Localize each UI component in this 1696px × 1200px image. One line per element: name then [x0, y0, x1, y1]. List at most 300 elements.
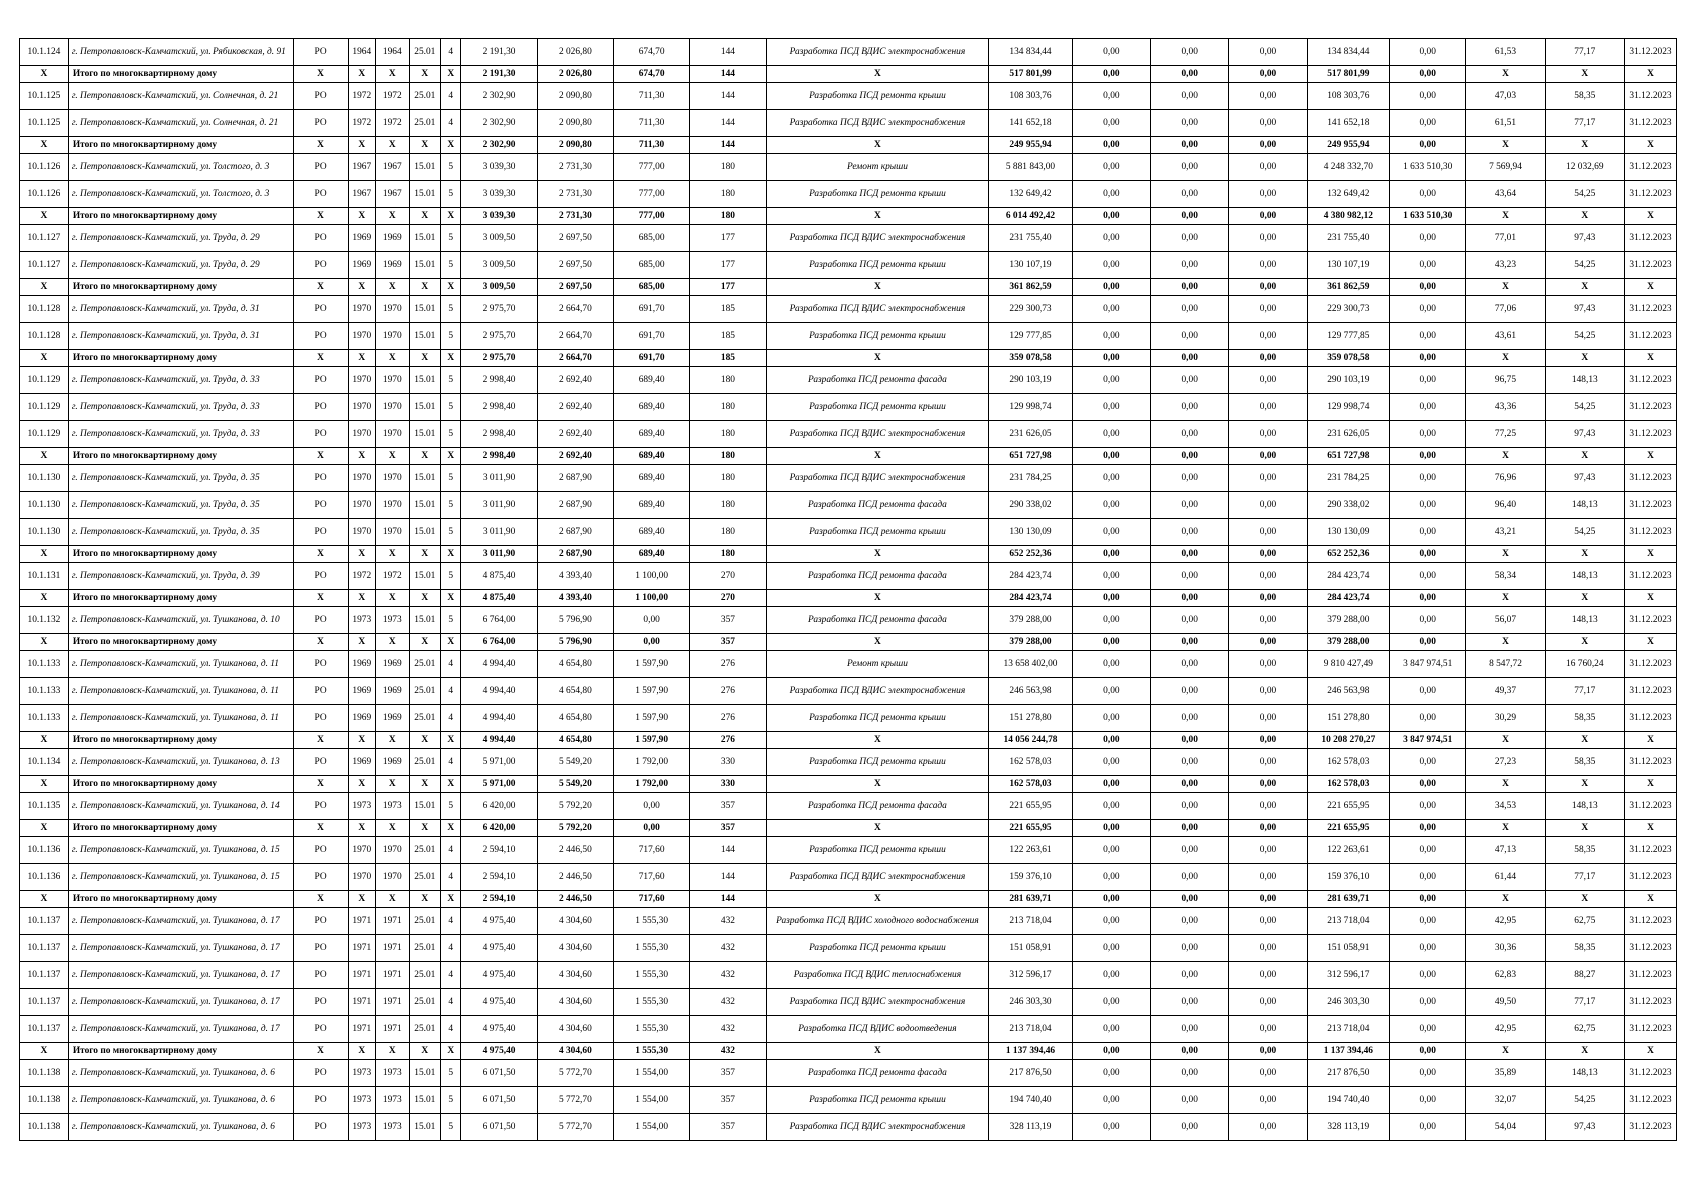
regional-funds: 0,00: [1151, 607, 1229, 634]
total-row: [20, 279, 1677, 296]
max-cost-per-sqm: 58,35: [1545, 935, 1624, 962]
floors: 4: [441, 1016, 461, 1043]
year-commissioned: 1970: [375, 519, 409, 546]
owners-funds: 141 652,18: [1307, 110, 1389, 137]
residential-area: 2 026,80: [537, 39, 613, 66]
federal-funds: 0,00: [1072, 590, 1150, 607]
year-built: 1969: [348, 651, 375, 678]
total-cost: 229 300,73: [989, 296, 1072, 323]
total-cost: 379 288,00: [989, 634, 1072, 651]
total-cost: 159 376,10: [989, 864, 1072, 891]
year-commissioned: 1970: [375, 394, 409, 421]
wall-material: 25.01: [409, 935, 441, 962]
wall-material: 15.01: [409, 323, 441, 350]
residential-area: 5 792,20: [537, 820, 613, 837]
total-area: 3 011,90: [461, 465, 537, 492]
floors: 4: [441, 935, 461, 962]
total-label: Итого по многоквартирному дому: [68, 820, 293, 837]
organization: РО: [293, 323, 348, 350]
nonresidential-area: 1 597,90: [613, 678, 689, 705]
owners-funds: 9 810 427,49: [1307, 651, 1389, 678]
residential-area: 2 090,80: [537, 137, 613, 154]
row-number: 10.1.130: [20, 519, 69, 546]
organization: РО: [293, 1060, 348, 1087]
total-cost: 134 834,44: [989, 39, 1072, 66]
cost-per-sqm: 30,36: [1466, 935, 1545, 962]
owners-funds: 379 288,00: [1307, 634, 1389, 651]
year-commissioned: X: [375, 350, 409, 367]
year-built: X: [348, 1043, 375, 1060]
year-built: 1973: [348, 1114, 375, 1141]
year-commissioned: X: [375, 891, 409, 908]
regional-funds: 0,00: [1151, 252, 1229, 279]
wall-material: 25.01: [409, 39, 441, 66]
owners-funds: 162 578,03: [1307, 749, 1389, 776]
floors: X: [441, 137, 461, 154]
work-type: Разработка ПСД ВДИС электроснабжения: [766, 465, 989, 492]
year-built: 1970: [348, 394, 375, 421]
address: г. Петропавловск-Камчатский, ул. Тушканова, д. 6: [68, 1114, 293, 1141]
owners-funds: 361 862,59: [1307, 279, 1389, 296]
total-cost: 249 955,94: [989, 137, 1072, 154]
table-row: [20, 563, 1677, 590]
total-cost: 151 058,91: [989, 935, 1072, 962]
work-type: Разработка ПСД ВДИС электроснабжения: [766, 989, 989, 1016]
nonresidential-area: 1 597,90: [613, 705, 689, 732]
year-commissioned: 1970: [375, 837, 409, 864]
table-row: [20, 154, 1677, 181]
max-cost-per-sqm: X: [1545, 350, 1624, 367]
total-label: Итого по многоквартирному дому: [68, 208, 293, 225]
municipal-funds: 0,00: [1229, 110, 1307, 137]
residential-area: 2 687,90: [537, 546, 613, 563]
total-cost: 162 578,03: [989, 749, 1072, 776]
nonresidential-area: 1 100,00: [613, 563, 689, 590]
regional-funds: 0,00: [1151, 83, 1229, 110]
municipal-funds: 0,00: [1229, 891, 1307, 908]
residential-area: 4 304,60: [537, 1043, 613, 1060]
total-cost: 221 655,95: [989, 820, 1072, 837]
residential-area: 2 697,50: [537, 252, 613, 279]
floors: X: [441, 1043, 461, 1060]
floors: 5: [441, 296, 461, 323]
regional-funds: 0,00: [1151, 110, 1229, 137]
nonresidential-area: 691,70: [613, 296, 689, 323]
regional-funds: 0,00: [1151, 39, 1229, 66]
year-commissioned: 1970: [375, 421, 409, 448]
completion-date: 31.12.2023: [1624, 607, 1676, 634]
other-funds: 0,00: [1390, 421, 1466, 448]
cost-per-sqm: 43,36: [1466, 394, 1545, 421]
year-built: X: [348, 546, 375, 563]
wall-material: 15.01: [409, 394, 441, 421]
work-type: X: [766, 732, 989, 749]
residents-count: 180: [690, 208, 766, 225]
federal-funds: 0,00: [1072, 837, 1150, 864]
federal-funds: 0,00: [1072, 279, 1150, 296]
other-funds: 0,00: [1390, 546, 1466, 563]
regional-funds: 0,00: [1151, 935, 1229, 962]
other-funds: 0,00: [1390, 110, 1466, 137]
year-built: 1969: [348, 749, 375, 776]
owners-funds: 134 834,44: [1307, 39, 1389, 66]
max-cost-per-sqm: 148,13: [1545, 607, 1624, 634]
total-row: [20, 891, 1677, 908]
nonresidential-area: 717,60: [613, 891, 689, 908]
federal-funds: 0,00: [1072, 1060, 1150, 1087]
owners-funds: 122 263,61: [1307, 837, 1389, 864]
federal-funds: 0,00: [1072, 935, 1150, 962]
work-type: Разработка ПСД ремонта крыши: [766, 837, 989, 864]
regional-funds: 0,00: [1151, 421, 1229, 448]
floors: 5: [441, 154, 461, 181]
federal-funds: 0,00: [1072, 634, 1150, 651]
nonresidential-area: 1 555,30: [613, 1016, 689, 1043]
completion-date: 31.12.2023: [1624, 519, 1676, 546]
wall-material: X: [409, 279, 441, 296]
table-row: [20, 83, 1677, 110]
address: г. Петропавловск-Камчатский, ул. Толстого, д. 3: [68, 181, 293, 208]
regional-funds: 0,00: [1151, 66, 1229, 83]
cost-per-sqm: 8 547,72: [1466, 651, 1545, 678]
residents-count: 180: [690, 181, 766, 208]
residential-area: 2 697,50: [537, 225, 613, 252]
federal-funds: 0,00: [1072, 546, 1150, 563]
other-funds: 0,00: [1390, 607, 1466, 634]
municipal-funds: 0,00: [1229, 563, 1307, 590]
organization: РО: [293, 607, 348, 634]
total-cost: 213 718,04: [989, 908, 1072, 935]
nonresidential-area: 674,70: [613, 66, 689, 83]
other-funds: 0,00: [1390, 1114, 1466, 1141]
year-commissioned: 1972: [375, 110, 409, 137]
address: г. Петропавловск-Камчатский, ул. Труда, д. 35: [68, 519, 293, 546]
residential-area: 2 692,40: [537, 448, 613, 465]
residential-area: 2 692,40: [537, 367, 613, 394]
max-cost-per-sqm: 148,13: [1545, 492, 1624, 519]
floors: 4: [441, 962, 461, 989]
work-type: X: [766, 1043, 989, 1060]
row-number: 10.1.137: [20, 962, 69, 989]
residents-count: 180: [690, 154, 766, 181]
cost-per-sqm: X: [1466, 590, 1545, 607]
other-funds: 0,00: [1390, 1060, 1466, 1087]
municipal-funds: 0,00: [1229, 83, 1307, 110]
floors: 5: [441, 607, 461, 634]
completion-date: 31.12.2023: [1624, 252, 1676, 279]
organization: РО: [293, 935, 348, 962]
nonresidential-area: 689,40: [613, 394, 689, 421]
year-built: 1970: [348, 296, 375, 323]
regional-funds: 0,00: [1151, 181, 1229, 208]
total-area: 6 420,00: [461, 793, 537, 820]
max-cost-per-sqm: 148,13: [1545, 367, 1624, 394]
nonresidential-area: 1 792,00: [613, 749, 689, 776]
residential-area: 4 654,80: [537, 732, 613, 749]
register-sheet: [19, 38, 1677, 1141]
total-label: Итого по многоквартирному дому: [68, 891, 293, 908]
owners-funds: 151 058,91: [1307, 935, 1389, 962]
table-row: [20, 749, 1677, 776]
total-cost: 141 652,18: [989, 110, 1072, 137]
federal-funds: 0,00: [1072, 350, 1150, 367]
owners-funds: 379 288,00: [1307, 607, 1389, 634]
federal-funds: 0,00: [1072, 296, 1150, 323]
total-cost: 132 649,42: [989, 181, 1072, 208]
regional-funds: 0,00: [1151, 279, 1229, 296]
cost-per-sqm: 32,07: [1466, 1087, 1545, 1114]
other-funds: 0,00: [1390, 820, 1466, 837]
wall-material: 15.01: [409, 154, 441, 181]
row-number: X: [20, 1043, 69, 1060]
year-commissioned: X: [375, 820, 409, 837]
completion-date: 31.12.2023: [1624, 651, 1676, 678]
cost-per-sqm: 43,21: [1466, 519, 1545, 546]
organization: X: [293, 279, 348, 296]
other-funds: 0,00: [1390, 350, 1466, 367]
row-number: 10.1.129: [20, 367, 69, 394]
cost-per-sqm: 27,23: [1466, 749, 1545, 776]
residential-area: 4 304,60: [537, 1016, 613, 1043]
work-type: X: [766, 546, 989, 563]
federal-funds: 0,00: [1072, 83, 1150, 110]
completion-date: X: [1624, 891, 1676, 908]
wall-material: 15.01: [409, 225, 441, 252]
wall-material: X: [409, 590, 441, 607]
wall-material: X: [409, 350, 441, 367]
year-built: 1971: [348, 1016, 375, 1043]
floors: X: [441, 820, 461, 837]
total-cost: 130 107,19: [989, 252, 1072, 279]
municipal-funds: 0,00: [1229, 837, 1307, 864]
table-row: [20, 421, 1677, 448]
residents-count: 180: [690, 448, 766, 465]
municipal-funds: 0,00: [1229, 651, 1307, 678]
total-label: Итого по многоквартирному дому: [68, 634, 293, 651]
wall-material: 25.01: [409, 1016, 441, 1043]
max-cost-per-sqm: 77,17: [1545, 110, 1624, 137]
owners-funds: 221 655,95: [1307, 793, 1389, 820]
year-commissioned: X: [375, 279, 409, 296]
max-cost-per-sqm: 58,35: [1545, 749, 1624, 776]
other-funds: 0,00: [1390, 678, 1466, 705]
wall-material: X: [409, 776, 441, 793]
year-commissioned: 1971: [375, 989, 409, 1016]
municipal-funds: 0,00: [1229, 421, 1307, 448]
row-number: 10.1.136: [20, 837, 69, 864]
wall-material: X: [409, 1043, 441, 1060]
municipal-funds: 0,00: [1229, 732, 1307, 749]
wall-material: 15.01: [409, 607, 441, 634]
year-built: 1967: [348, 181, 375, 208]
max-cost-per-sqm: X: [1545, 66, 1624, 83]
total-label: Итого по многоквартирному дому: [68, 137, 293, 154]
address: г. Петропавловск-Камчатский, ул. Тушканова, д. 17: [68, 962, 293, 989]
year-built: X: [348, 776, 375, 793]
organization: РО: [293, 989, 348, 1016]
completion-date: X: [1624, 137, 1676, 154]
residents-count: 432: [690, 1016, 766, 1043]
floors: X: [441, 350, 461, 367]
organization: РО: [293, 837, 348, 864]
year-built: X: [348, 208, 375, 225]
residents-count: 144: [690, 891, 766, 908]
address: г. Петропавловск-Камчатский, ул. Труда, д. 33: [68, 421, 293, 448]
organization: X: [293, 350, 348, 367]
nonresidential-area: 777,00: [613, 154, 689, 181]
federal-funds: 0,00: [1072, 820, 1150, 837]
year-commissioned: 1973: [375, 1114, 409, 1141]
nonresidential-area: 0,00: [613, 634, 689, 651]
max-cost-per-sqm: X: [1545, 634, 1624, 651]
municipal-funds: 0,00: [1229, 279, 1307, 296]
residents-count: 276: [690, 705, 766, 732]
cost-per-sqm: X: [1466, 776, 1545, 793]
organization: X: [293, 891, 348, 908]
regional-funds: 0,00: [1151, 908, 1229, 935]
regional-funds: 0,00: [1151, 1060, 1229, 1087]
municipal-funds: 0,00: [1229, 492, 1307, 519]
federal-funds: 0,00: [1072, 678, 1150, 705]
year-commissioned: 1970: [375, 367, 409, 394]
wall-material: X: [409, 448, 441, 465]
completion-date: 31.12.2023: [1624, 1016, 1676, 1043]
cost-per-sqm: 58,34: [1466, 563, 1545, 590]
organization: X: [293, 137, 348, 154]
table-row: [20, 252, 1677, 279]
year-commissioned: 1971: [375, 935, 409, 962]
work-type: X: [766, 448, 989, 465]
other-funds: 0,00: [1390, 137, 1466, 154]
row-number: 10.1.138: [20, 1114, 69, 1141]
other-funds: 0,00: [1390, 891, 1466, 908]
cost-per-sqm: 61,53: [1466, 39, 1545, 66]
regional-funds: 0,00: [1151, 1043, 1229, 1060]
table-row: [20, 962, 1677, 989]
total-row: [20, 820, 1677, 837]
nonresidential-area: 0,00: [613, 607, 689, 634]
max-cost-per-sqm: 97,43: [1545, 465, 1624, 492]
cost-per-sqm: 96,75: [1466, 367, 1545, 394]
regional-funds: 0,00: [1151, 323, 1229, 350]
table-row: [20, 181, 1677, 208]
max-cost-per-sqm: X: [1545, 891, 1624, 908]
organization: РО: [293, 908, 348, 935]
other-funds: 0,00: [1390, 39, 1466, 66]
completion-date: 31.12.2023: [1624, 1060, 1676, 1087]
owners-funds: 246 303,30: [1307, 989, 1389, 1016]
year-commissioned: X: [375, 776, 409, 793]
total-area: 2 302,90: [461, 137, 537, 154]
other-funds: 3 847 974,51: [1390, 732, 1466, 749]
other-funds: 0,00: [1390, 962, 1466, 989]
total-row: [20, 137, 1677, 154]
organization: X: [293, 590, 348, 607]
federal-funds: 0,00: [1072, 749, 1150, 776]
nonresidential-area: 1 555,30: [613, 962, 689, 989]
regional-funds: 0,00: [1151, 634, 1229, 651]
work-type: X: [766, 350, 989, 367]
total-area: 4 975,40: [461, 989, 537, 1016]
total-cost: 151 278,80: [989, 705, 1072, 732]
regional-funds: 0,00: [1151, 448, 1229, 465]
row-number: 10.1.134: [20, 749, 69, 776]
organization: РО: [293, 83, 348, 110]
other-funds: 1 633 510,30: [1390, 208, 1466, 225]
residential-area: 4 654,80: [537, 651, 613, 678]
year-built: 1973: [348, 1087, 375, 1114]
other-funds: 0,00: [1390, 1016, 1466, 1043]
residents-count: 270: [690, 590, 766, 607]
residents-count: 276: [690, 732, 766, 749]
max-cost-per-sqm: 97,43: [1545, 225, 1624, 252]
federal-funds: 0,00: [1072, 225, 1150, 252]
completion-date: X: [1624, 732, 1676, 749]
organization: РО: [293, 110, 348, 137]
federal-funds: 0,00: [1072, 394, 1150, 421]
regional-funds: 0,00: [1151, 394, 1229, 421]
completion-date: X: [1624, 634, 1676, 651]
year-built: 1969: [348, 252, 375, 279]
federal-funds: 0,00: [1072, 323, 1150, 350]
regional-funds: 0,00: [1151, 1087, 1229, 1114]
total-cost: 290 338,02: [989, 492, 1072, 519]
completion-date: 31.12.2023: [1624, 989, 1676, 1016]
owners-funds: 651 727,98: [1307, 448, 1389, 465]
municipal-funds: 0,00: [1229, 394, 1307, 421]
work-type: Разработка ПСД ВДИС холодного водоснабжения: [766, 908, 989, 935]
year-built: X: [348, 820, 375, 837]
max-cost-per-sqm: 148,13: [1545, 793, 1624, 820]
residents-count: 144: [690, 110, 766, 137]
floors: 5: [441, 492, 461, 519]
regional-funds: 0,00: [1151, 705, 1229, 732]
address: г. Петропавловск-Камчатский, ул. Тушканова, д. 15: [68, 864, 293, 891]
floors: X: [441, 66, 461, 83]
other-funds: 0,00: [1390, 83, 1466, 110]
completion-date: 31.12.2023: [1624, 864, 1676, 891]
year-commissioned: 1972: [375, 563, 409, 590]
residential-area: 2 664,70: [537, 350, 613, 367]
regional-funds: 0,00: [1151, 137, 1229, 154]
floors: X: [441, 891, 461, 908]
owners-funds: 132 649,42: [1307, 181, 1389, 208]
total-area: 2 594,10: [461, 891, 537, 908]
total-area: 2 998,40: [461, 367, 537, 394]
year-built: 1972: [348, 563, 375, 590]
cost-per-sqm: X: [1466, 634, 1545, 651]
address: г. Петропавловск-Камчатский, ул. Тушканова, д. 17: [68, 935, 293, 962]
owners-funds: 290 338,02: [1307, 492, 1389, 519]
floors: 5: [441, 367, 461, 394]
total-cost: 5 881 843,00: [989, 154, 1072, 181]
cost-per-sqm: 77,01: [1466, 225, 1545, 252]
federal-funds: 0,00: [1072, 519, 1150, 546]
federal-funds: 0,00: [1072, 1016, 1150, 1043]
organization: РО: [293, 962, 348, 989]
organization: РО: [293, 421, 348, 448]
total-area: 2 191,30: [461, 66, 537, 83]
wall-material: 15.01: [409, 421, 441, 448]
residential-area: 2 731,30: [537, 181, 613, 208]
residents-count: 330: [690, 749, 766, 776]
organization: РО: [293, 465, 348, 492]
organization: X: [293, 546, 348, 563]
residential-area: 2 731,30: [537, 208, 613, 225]
residents-count: 180: [690, 546, 766, 563]
residential-area: 2 731,30: [537, 154, 613, 181]
wall-material: X: [409, 820, 441, 837]
